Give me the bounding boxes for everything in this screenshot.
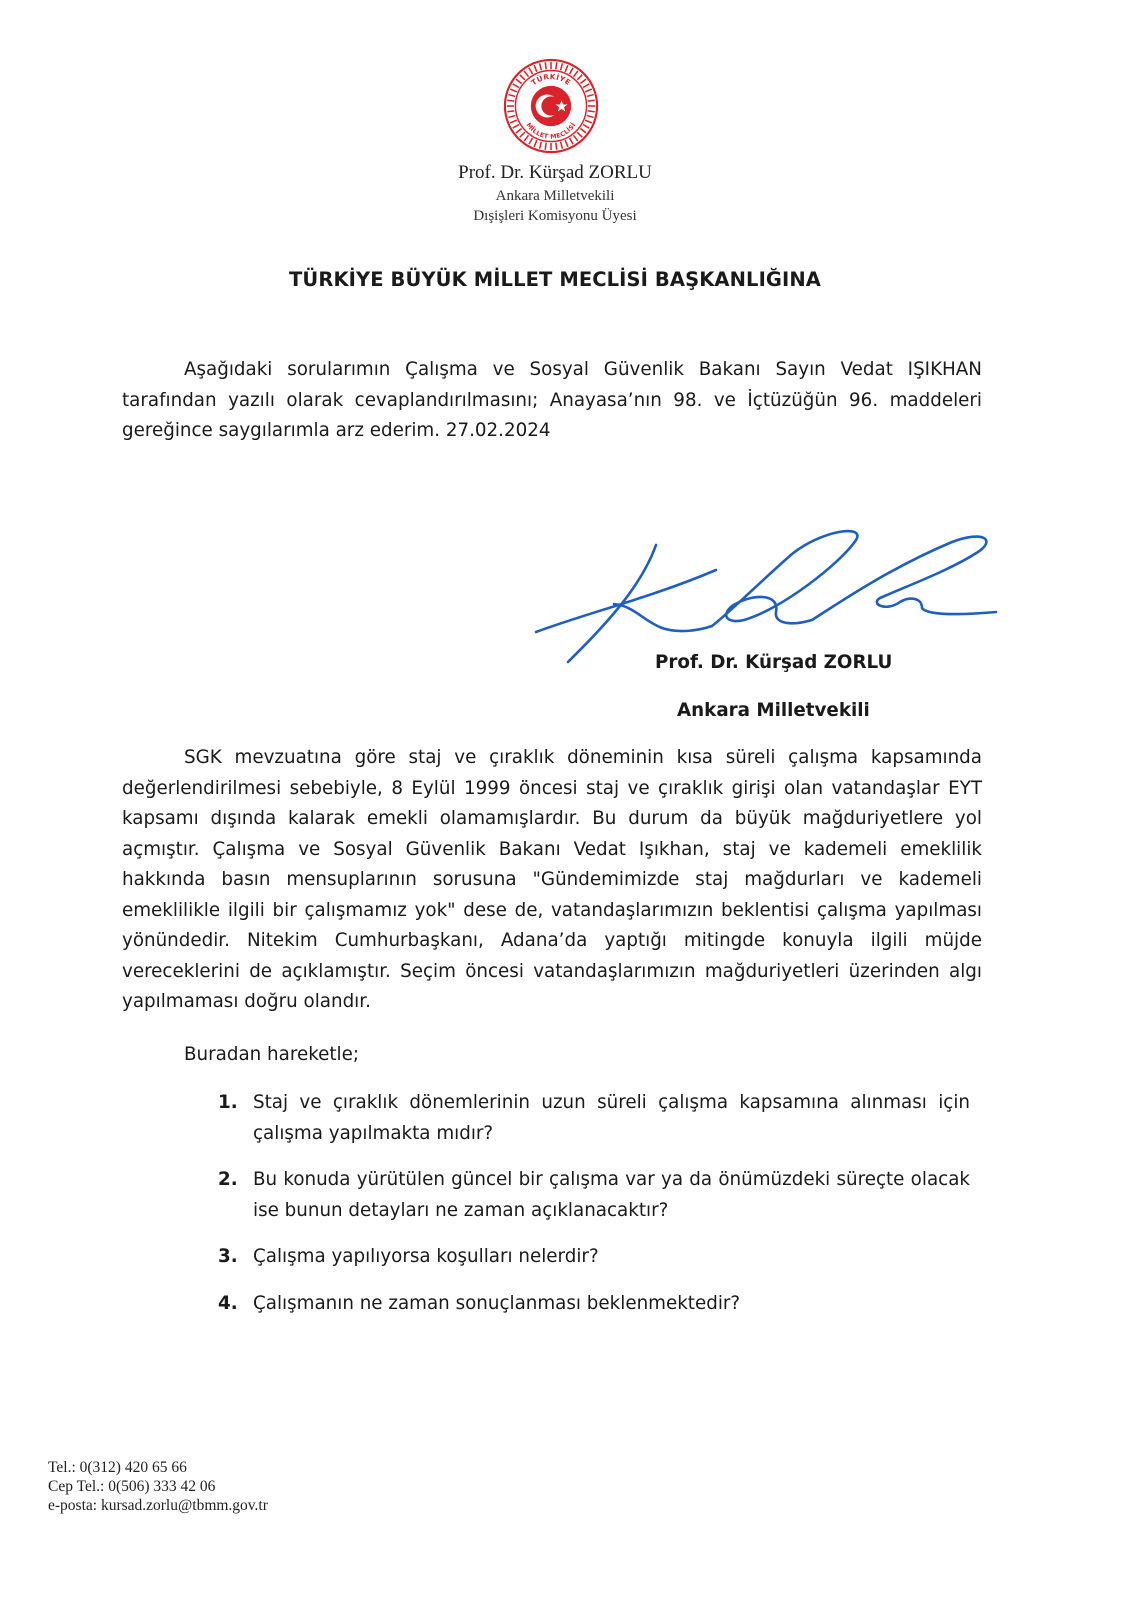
lead-text: Buradan hareketle;	[184, 1044, 360, 1065]
seal-ray	[545, 62, 546, 69]
seal-ray	[580, 128, 586, 132]
seal-ray	[508, 95, 515, 97]
svg-text:TÜRKİYE: TÜRKİYE	[529, 71, 573, 88]
seal-ray	[513, 84, 519, 88]
question-number: 3.	[218, 1246, 238, 1267]
seal-ray	[529, 68, 533, 74]
seal-ray	[569, 138, 573, 144]
seal-ray	[569, 68, 573, 74]
question-text: Çalışma yapılıyorsa koşulları nelerdir?	[253, 1246, 599, 1267]
seal-ray	[556, 143, 557, 150]
header-committee: Dışişleri Komisyonu Üyesi	[473, 208, 637, 224]
seal-ray	[588, 100, 595, 101]
seal-ray	[534, 65, 537, 72]
question-number: 1.	[218, 1092, 238, 1113]
question-item	[200, 1165, 970, 1226]
footer-mobile: Cep Tel.: 0(506) 333 42 06	[48, 1478, 216, 1495]
seal-ray	[529, 138, 533, 144]
tbmm-seal-emblem	[503, 58, 599, 154]
body-text: SGK mevzuatına göre staj ve çıraklık döneminin kısa süreli çalışma kapsamında değerlendirilmesi sebebiyle, 8 Eylül 1999 öncesi staj ve çıraklık girişi olan vatandaşlar EYT kapsamı dışında kalarak emekli olamamışlardır. Bu durum da büyük mağduriyetlere yol açmıştır. Çalışma ve Sosyal Güvenlik Bakanı Vedat Işıkhan, staj ve kademeli emeklilik hakkında basın mensuplarının sorusuna "Gündemimizde staj mağdurları ve kademeli emeklilikle ilgili bir çalışmamız yok" dese de, vatandaşlarımızın beklentisi çalışma yapılması yönündedir. Nitekim Cumhurbaşkanı, Adana’da yaptığı mitingde konuyla ilgili müjde vereceklerini de açıklamıştır. Seçim öncesi vatandaşlarımızın mağduriyetleri üzerinden algı yapılmaması doğru olandır.	[122, 747, 982, 1012]
seal-ray	[507, 100, 514, 101]
question-text: Staj ve çıraklık dönemlerinin uzun süreli çalışma kapsamına alınması için çalışma yapılmakta mıdır?	[253, 1092, 970, 1144]
seal-ray	[540, 63, 542, 70]
seal-ray	[510, 120, 517, 123]
question-text: Çalışmanın ne zaman sonuçlanması beklenmektedir?	[253, 1292, 741, 1314]
header-name: Prof. Dr. Kürşad ZORLU	[458, 162, 652, 183]
header-role: Ankara Milletvekili	[495, 188, 615, 204]
seal-ray	[565, 65, 568, 72]
seal-ray	[577, 132, 582, 137]
seal-ray	[516, 128, 522, 132]
handwritten-signature	[530, 520, 1000, 670]
svg-text:MİLLET MECLİSİ: MİLLET MECLİSİ	[524, 121, 578, 141]
seal-ray	[573, 71, 577, 77]
seal-ray	[534, 140, 537, 147]
seal-ray	[524, 135, 528, 141]
intro-text: Aşağıdaki sorularımın Çalışma ve Sosyal Güvenlik Bakanı Sayın Vedat IŞIKHAN tarafından yazılı olarak cevaplandırılmasını; Anayasa’nın 98. ve İçtüzüğün 96. maddeleri gereğince saygılarımla arz ederim. 27.02.2024	[122, 359, 982, 441]
seal-ray	[585, 89, 592, 92]
seal-ray	[516, 79, 522, 83]
seal-ray	[520, 75, 525, 80]
seal-ray	[580, 79, 586, 83]
seal-ray	[588, 111, 595, 112]
seal-ray	[545, 143, 546, 150]
seal-ray	[561, 63, 563, 70]
signer-title: Ankara Milletvekili	[677, 700, 870, 721]
question-number: 4.	[218, 1292, 238, 1314]
intro-paragraph	[122, 355, 982, 447]
seal-ray	[573, 135, 577, 141]
question-item	[200, 1242, 970, 1273]
document-title: TÜRKİYE BÜYÜK MİLLET MECLİSİ BAŞKANLIĞINA	[289, 268, 821, 291]
signer-name: Prof. Dr. Kürşad ZORLU	[655, 652, 893, 673]
question-list	[200, 1088, 970, 1335]
seal-ray	[556, 62, 557, 69]
seal-ray	[513, 124, 519, 128]
seal-ray	[565, 140, 568, 147]
question-item	[200, 1289, 970, 1320]
footer-email: e-posta: kursad.zorlu@tbmm.gov.tr	[48, 1497, 268, 1514]
seal-ray	[587, 116, 594, 118]
seal-ray	[585, 120, 592, 123]
question-number: 2.	[218, 1169, 238, 1190]
body-paragraph	[122, 743, 982, 1018]
seal-ray	[524, 71, 528, 77]
seal-ray	[540, 142, 542, 149]
seal-ray	[508, 116, 515, 118]
seal-ray	[583, 84, 589, 88]
footer-tel: Tel.: 0(312) 420 65 66	[48, 1459, 187, 1476]
seal-ray	[510, 89, 517, 92]
seal-ray	[577, 75, 582, 80]
seal-ray	[583, 124, 589, 128]
question-item	[200, 1088, 970, 1149]
seal-ray	[561, 142, 563, 149]
seal-ray	[520, 132, 525, 137]
seal-ray	[507, 111, 514, 112]
question-text: Bu konuda yürütülen güncel bir çalışma var ya da önümüzdeki süreçte olacak ise bunun detayları ne zaman açıklanacaktır?	[253, 1169, 970, 1221]
seal-ray	[587, 95, 594, 97]
contact-footer	[48, 1458, 268, 1515]
